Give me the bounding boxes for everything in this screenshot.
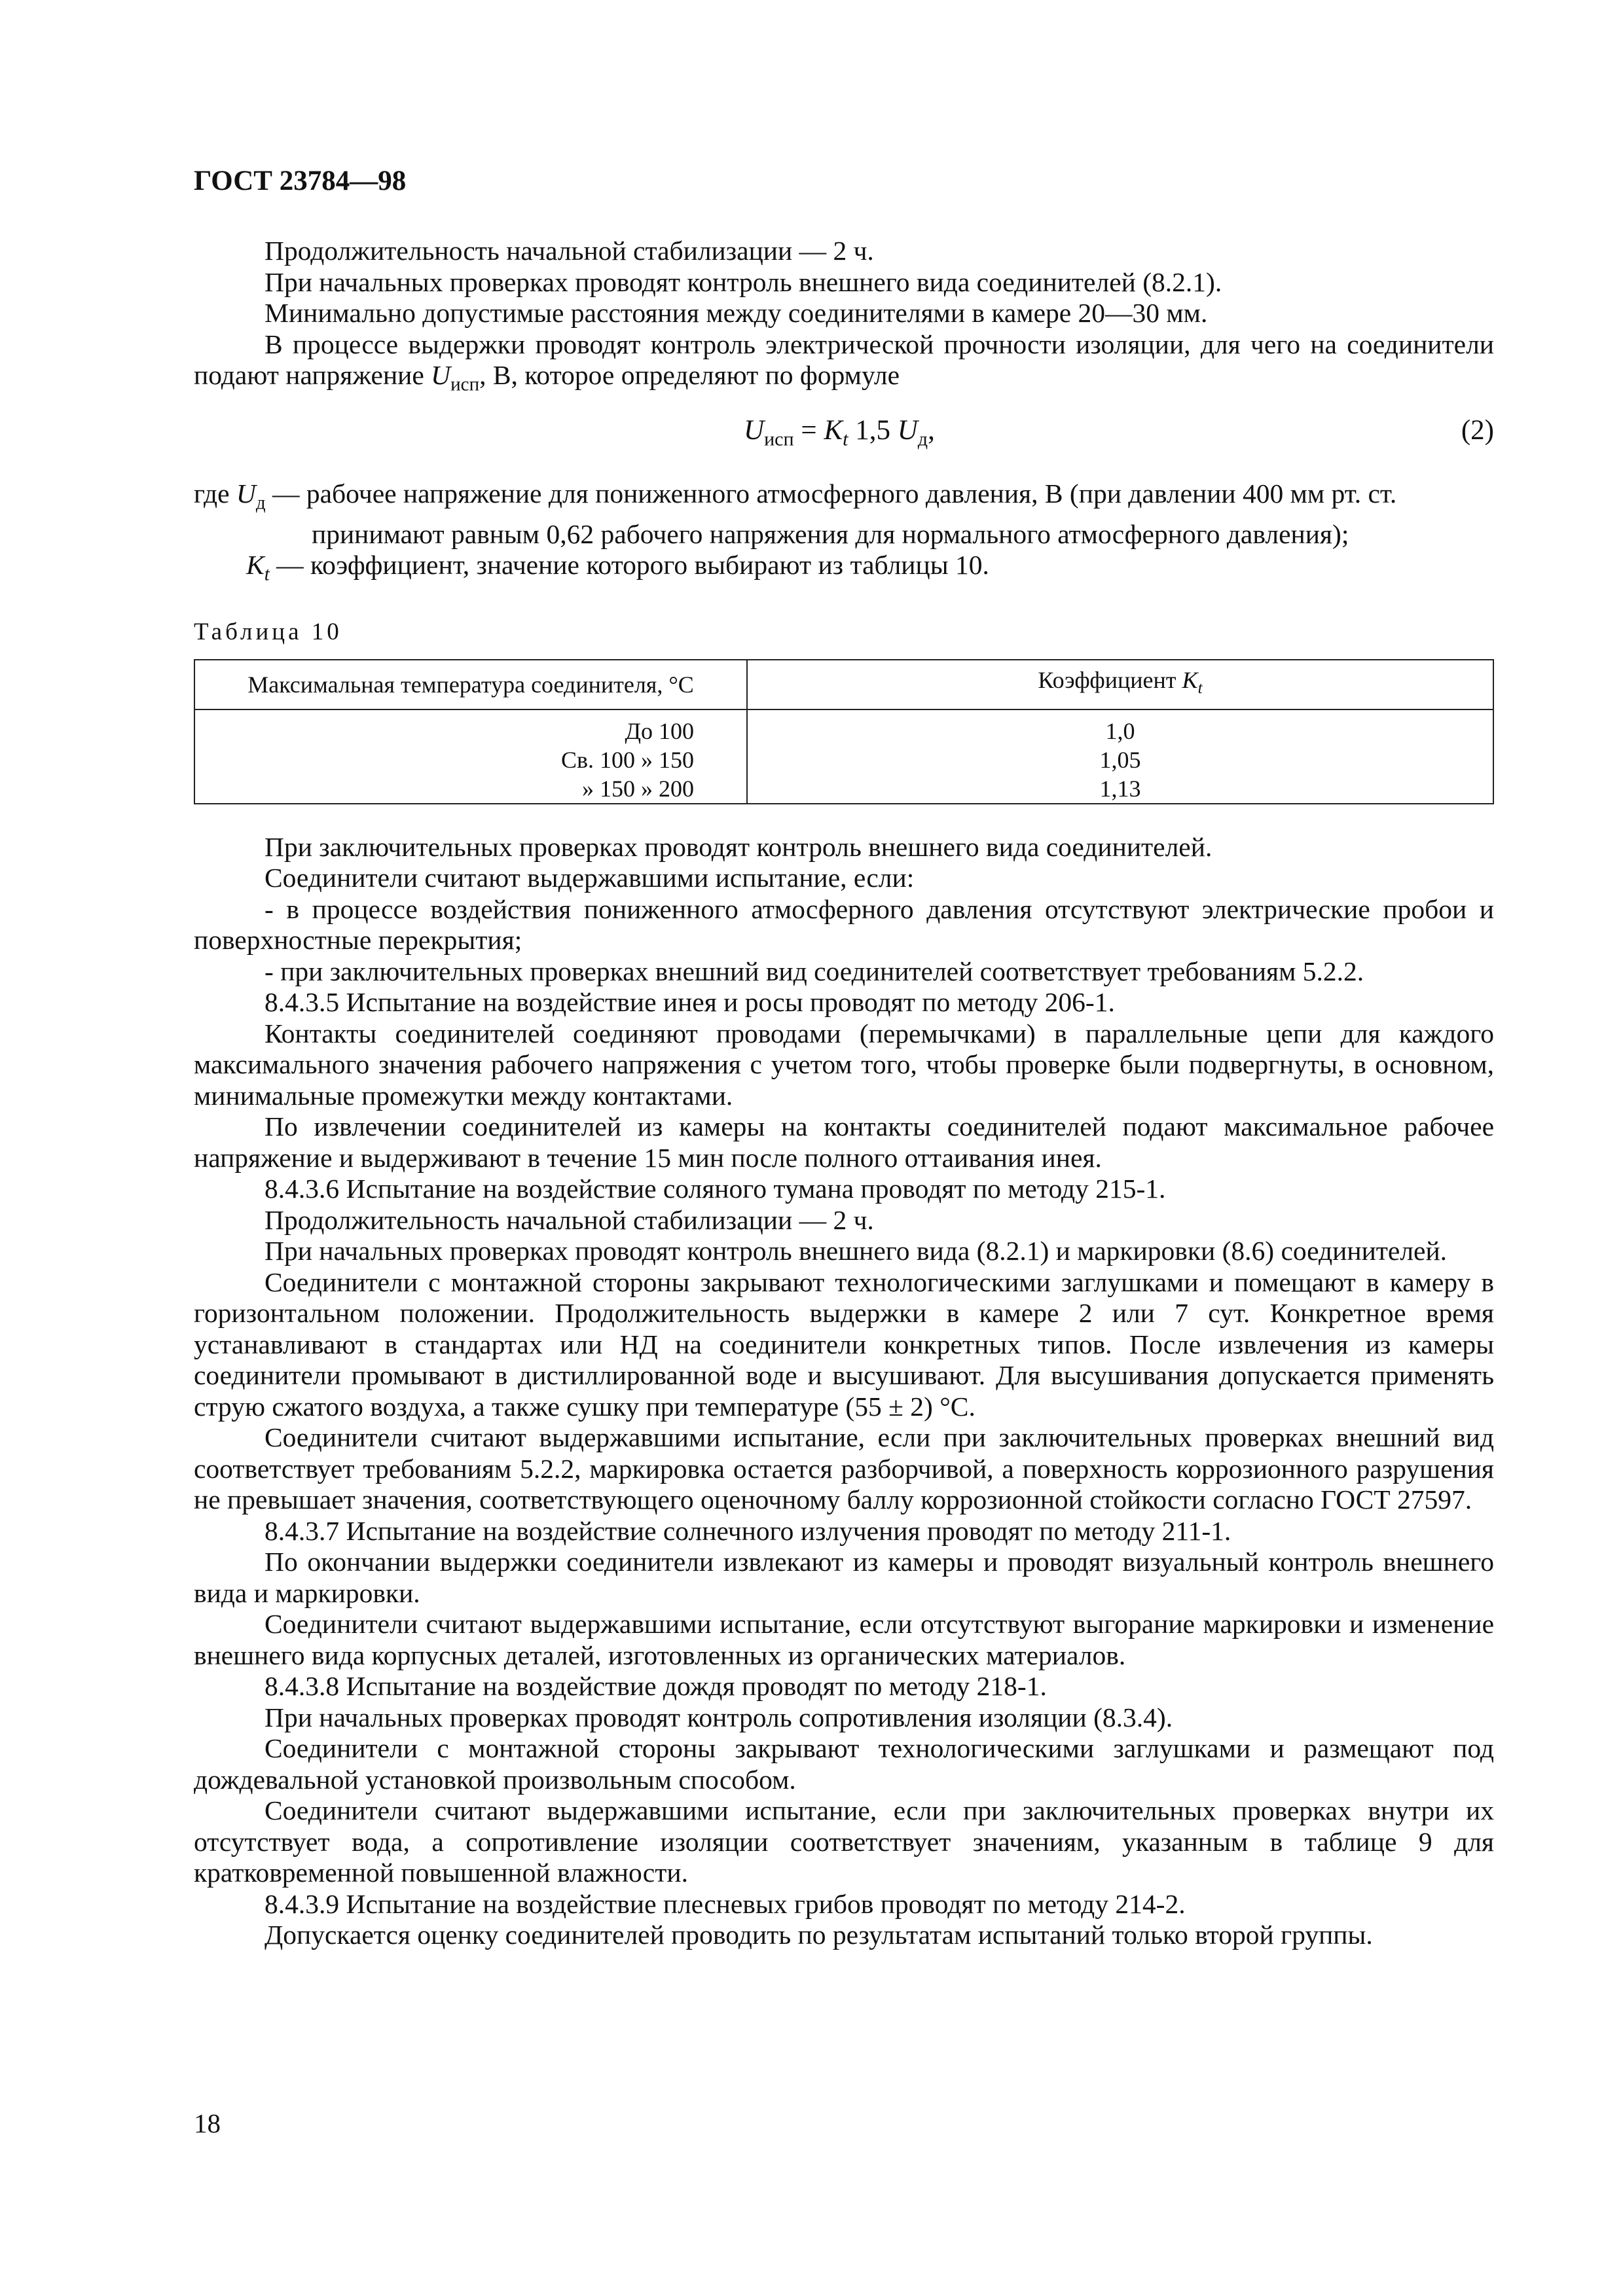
legend-line: [194, 478, 1494, 519]
symbol-U: U: [744, 414, 765, 446]
paragraph: Соединители с монтажной стороны закрывают технологическими заглушками и помещают в камеру в горизонтальном положении. Продолжительность выдержки в камере 2 или 7 сут. Конкретное время устанавливают в стандартах или НД на соединители конкретных типов. После извлечения из камеры соединители промывают в дистиллированной воде и высушивают. Для высушивания допускается применять струю сжатого воздуха, а также сушку при температуре (55 ± 2) °С.: [194, 1266, 1494, 1422]
symbol-K: K: [246, 550, 264, 581]
legend-text: — рабочее напряжение для пониженного атмосферного давления, В (при давлении 400 мм рт. ст.: [272, 478, 1397, 509]
paragraph: 8.4.3.6 Испытание на воздействие соляного тумана проводят по методу 215-1.: [264, 1174, 1166, 1204]
table-value: » 150 » 200: [582, 775, 694, 802]
legend-line: принимают равным 0,62 рабочего напряжения для нормального атмосферного давления);: [312, 518, 1349, 549]
subscript-t: t: [843, 427, 848, 450]
header-text: Коэффициент: [1038, 667, 1176, 694]
symbol-U: U: [236, 478, 256, 509]
legend-prefix: где: [194, 478, 230, 509]
symbol-K: K: [1182, 667, 1198, 694]
symbol-U: U: [897, 414, 918, 446]
paragraph: - при заключительных проверках внешний вид соединителей соответствует требованиям 5.2.2.: [264, 956, 1364, 986]
paragraph: Контакты соединителей соединяют проводами (перемычками) в параллельные цепи для каждого максимального значения рабочего напряжения с учетом того, чтобы проверке были подвергнуты, в основном, минимальные промежутки между контактами.: [194, 1018, 1494, 1111]
document-body: [194, 236, 1494, 1951]
document-header: ГОСТ 23784—98: [194, 166, 407, 196]
paragraph-text: В процессе выдержки проводят контроль электрической прочности изоляции, для чего на соединители подают напряжение: [194, 329, 1494, 390]
paragraph: По окончании выдержки соединители извлекают из камеры и проводят визуальный контроль внешнего вида и маркировки.: [194, 1547, 1494, 1608]
paragraph: Продолжительность начальной стабилизации — 2 ч.: [264, 1204, 874, 1235]
table-body-row: [194, 709, 1493, 804]
table-value: До 100: [625, 717, 694, 744]
coefficient: 1,5: [855, 414, 890, 446]
paragraph: Соединители считают выдержавшими испытание, если при заключительных проверках внутри их отсутствует вода, а сопротивление изоляции соответствует значениям, указанным в таблице 9 для кратковременной повышенной влажности.: [194, 1795, 1494, 1888]
formula-number: (2): [1461, 414, 1494, 446]
table-10: [194, 659, 1494, 804]
paragraph-text: , В, которое определяют по формуле: [479, 360, 900, 390]
paragraph: Соединители считают выдержавшими испытание, если при заключительных проверках внешний вид соответствует требованиям 5.2.2, маркировка остается разборчивой, а поверхность коррозионного разрушения не превышает значения, соответствующего оценочному баллу коррозионной стойкости согласно ГОСТ 27597.: [194, 1422, 1494, 1515]
paragraph: Соединители считают выдержавшими испытание, если:: [264, 863, 915, 893]
paragraph: Соединители считают выдержавшими испытание, если отсутствуют выгорание маркировки и изменение внешнего вида корпусных деталей, изготовленных из органических материалов.: [194, 1609, 1494, 1670]
subscript-isp: исп: [764, 427, 794, 450]
table-cell-coefficient: [747, 709, 1493, 804]
paragraph: При начальных проверках проводят контроль внешнего вида (8.2.1) и маркировки (8.6) соединителей.: [264, 1236, 1448, 1266]
subscript-isp: исп: [450, 374, 480, 395]
paragraph: 8.4.3.5 Испытание на воздействие инея и росы проводят по методу 206-1.: [264, 987, 1115, 1018]
table-header-row: [194, 660, 1493, 709]
paragraph: [194, 329, 1494, 401]
paragraph: 8.4.3.9 Испытание на воздействие плесневых грибов проводят по методу 214-2.: [264, 1888, 1186, 1919]
formula-2: [194, 410, 1494, 452]
formula-legend: [194, 478, 1494, 590]
paragraph: При начальных проверках проводят контроль внешнего вида соединителей (8.2.1).: [264, 266, 1222, 297]
table-cell-temperature: [194, 709, 747, 804]
paragraph: По извлечении соединителей из камеры на контакты соединителей подают максимальное рабочее напряжение и выдерживают в течение 15 мин после полного оттаивания инея.: [194, 1111, 1494, 1173]
paragraph: Соединители с монтажной стороны закрывают технологическими заглушками и размещают под дождевальной установкой произвольным способом.: [194, 1733, 1494, 1795]
table-value: 1,0: [1105, 717, 1135, 744]
paragraph: 8.4.3.8 Испытание на воздействие дождя проводят по методу 218-1.: [264, 1671, 1047, 1702]
page-number: 18: [194, 2108, 221, 2138]
symbol-K: K: [824, 414, 843, 446]
paragraph: 8.4.3.7 Испытание на воздействие солнечного излучения проводят по методу 211-1.: [264, 1515, 1231, 1546]
subscript-d: д: [917, 427, 928, 450]
paragraph: Минимально допустимые расстояния между соединителями в камере 20—30 мм.: [264, 298, 1208, 328]
table-header-temperature: Максимальная температура соединителя, °С: [194, 660, 747, 709]
symbol-U: U: [431, 360, 451, 390]
table-value: Св. 100 » 150: [560, 746, 694, 773]
legend-line: [194, 550, 1494, 590]
body-paragraphs: [194, 832, 1494, 1951]
subscript-t: t: [1197, 679, 1203, 698]
paragraph: - в процессе воздействия пониженного атмосферного давления отсутствуют электрические пробои и поверхностные перекрытия;: [194, 893, 1494, 956]
paragraph: Продолжительность начальной стабилизации — 2 ч.: [264, 236, 874, 266]
equals-sign: =: [801, 414, 817, 446]
formula-expression: $U_{исп} = K_t$ 1,5 $U_д$,: [744, 414, 935, 450]
table-caption: Таблица 10: [194, 618, 342, 645]
table-value: 1,13: [1099, 775, 1141, 802]
legend-text: — коэффициент, значение которого выбирают из таблицы 10.: [276, 550, 989, 581]
table-value: 1,05: [1099, 746, 1141, 773]
subscript-d: д: [255, 492, 266, 514]
paragraph: При начальных проверках проводят контроль сопротивления изоляции (8.3.4).: [264, 1702, 1173, 1732]
subscript-t: t: [264, 564, 270, 585]
paragraph: Допускается оценку соединителей проводить по результатам испытаний только второй группы.: [264, 1920, 1373, 1950]
paragraph: При заключительных проверках проводят контроль внешнего вида соединителей.: [264, 831, 1213, 862]
table-header-coefficient: [747, 660, 1493, 709]
